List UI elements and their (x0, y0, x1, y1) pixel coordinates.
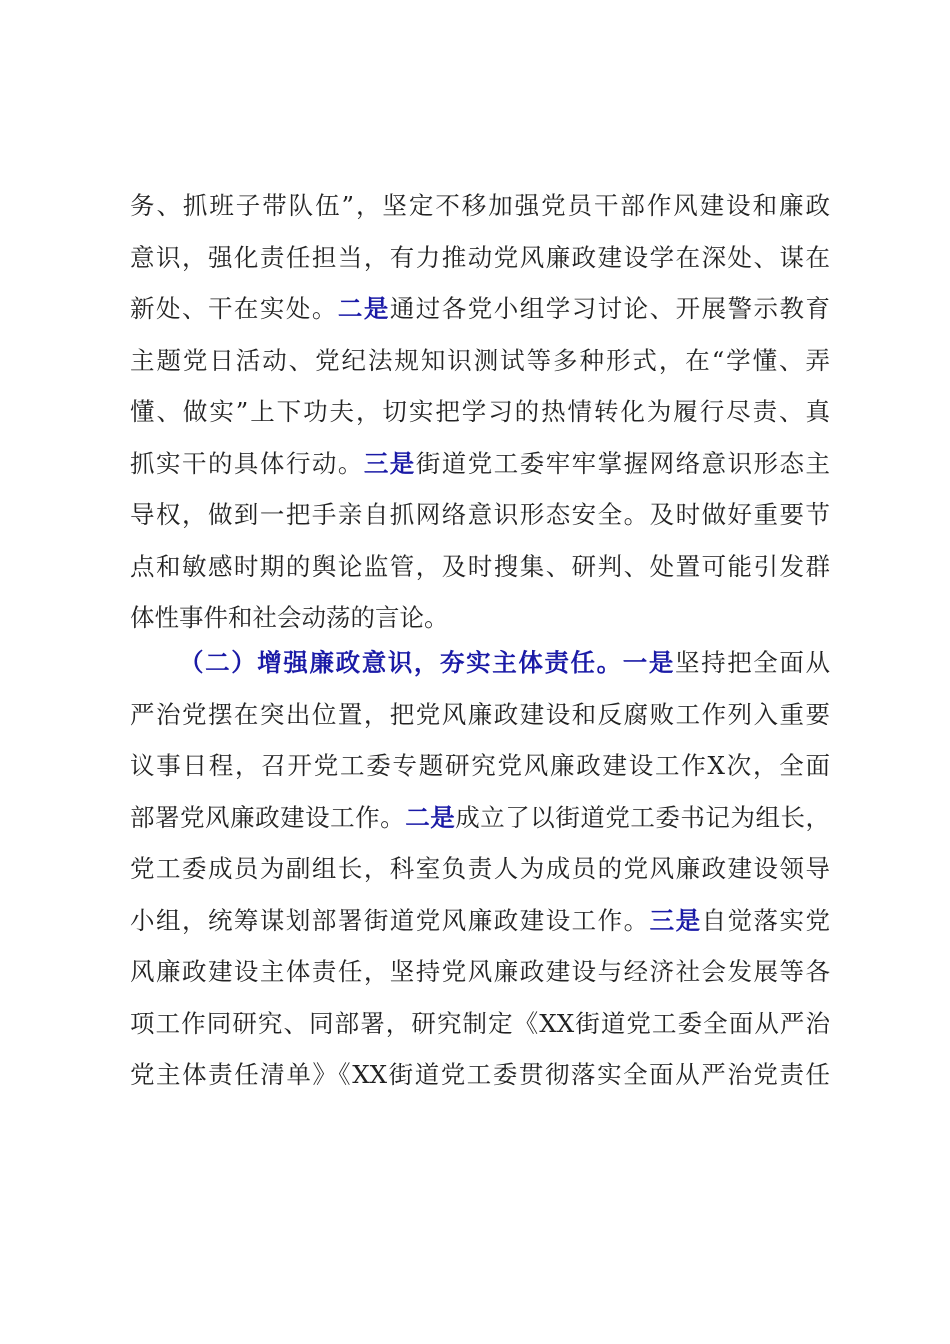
text-line (130, 283, 830, 335)
text-line: 懂、做实”上下功夫，切实把学习的热情转化为履行尽责、真 (130, 397, 830, 426)
text-run: 小组，统筹谋划部署街道党风廉政建设工作。 (130, 905, 650, 935)
text-line: 体性事件和社会动荡的言论。 (130, 603, 449, 632)
text-line: 点和敏感时期的舆论监管，及时搜集、研判、处置可能引发群 (130, 551, 830, 581)
paragraph-1 (130, 180, 830, 644)
text-line: 务、抓班子带队伍”，坚定不移加强党员干部作风建设和廉政 (130, 191, 830, 220)
text-run: 坚持把全面从 (675, 648, 831, 677)
enumeration-marker: 一是 (622, 648, 675, 677)
text-run: 通过各党小组学习讨论、开展警示教育 (389, 294, 831, 323)
text-run: 自觉落实党 (701, 905, 831, 935)
text-line: 项工作同研究、同部署，研究制定《XX街道党工委全面从严治 (130, 1008, 830, 1038)
text-line (130, 792, 830, 844)
text-run: 成立了以街道党工委书记为组长， (455, 802, 831, 832)
text-run: 街道党工委牢牢掌握网络意识形态主 (415, 448, 831, 478)
text-line: 严治党摆在突出位置，把党风廉政建设和反腐败工作列入重要 (130, 699, 830, 729)
text-line: 党工委成员为副组长，科室负责人为成员的党风廉政建设领导 (130, 854, 830, 883)
text-line: 党主体责任清单》《XX街道党工委贯彻落实全面从严治党责任 (130, 1060, 830, 1089)
enumeration-marker: 三是 (649, 905, 702, 935)
text-line (130, 637, 830, 689)
text-line: 主题党日活动、党纪法规知识测试等多种形式，在“学懂、弄 (130, 345, 830, 375)
text-line: 意识，强化责任担当，有力推动党风廉政建设学在深处、谋在 (130, 242, 830, 272)
enumeration-marker: 三是 (363, 448, 416, 478)
text-run: 抓实干的具体行动。 (130, 448, 364, 478)
text-run: 部署党风廉政建设工作。 (130, 802, 406, 832)
text-line: 导权，做到一把手亲自抓网络意识形态安全。及时做好重要节 (130, 500, 830, 529)
text-line: 风廉政建设主体责任，坚持党风廉政建设与经济社会发展等各 (130, 957, 830, 986)
text-line: 议事日程，召开党工委专题研究党风廉政建设工作X次，全面 (130, 751, 830, 780)
enumeration-marker: 二是 (337, 294, 390, 323)
paragraph-2 (130, 637, 830, 1101)
section-heading: （二）增强廉政意识，夯实主体责任。 (179, 648, 623, 677)
text-line (130, 895, 830, 947)
text-line (130, 438, 830, 490)
text-run: 新处、干在实处。 (130, 294, 338, 323)
enumeration-marker: 二是 (405, 802, 456, 832)
